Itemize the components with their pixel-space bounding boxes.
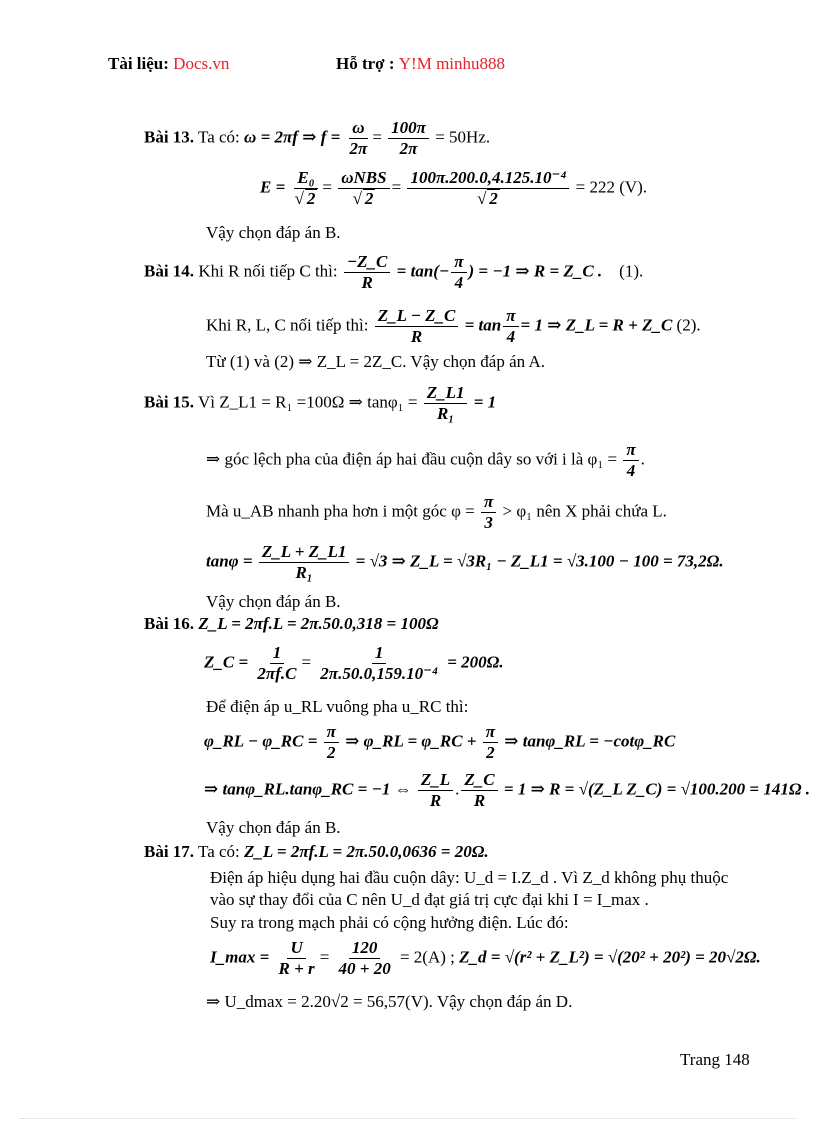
doc-site: Docs.vn [173, 54, 230, 73]
b13-intro: Ta có: [198, 127, 240, 147]
b14-line2 [206, 306, 701, 347]
b14-l1-mid: = tan(− [396, 261, 450, 281]
b17-zd-eq: Z_d = √(r² + Z_L²) = √(20² + 20²) = 20√2Ω. [459, 947, 761, 967]
b17-line3: vào sự thay đổi của C nên U_d đạt giá trị cực đại khi I = I_max . [210, 890, 649, 909]
b16-l5-dot: . [455, 779, 460, 799]
b16-zc-end: = 200Ω. [447, 652, 504, 672]
b13-e-lhs: E = [260, 177, 286, 197]
b15-l1-end: = 1 [473, 392, 497, 412]
b15-l1-frac: $\frac{Z\_L1}{\text{R₁}}$ [424, 383, 468, 424]
b13-frac2: $\frac{100\pi}{2\pi}$ [388, 118, 429, 159]
page-number: Trang 148 [680, 1050, 750, 1069]
b15-l4-frac: $\frac{Z\_L + Z\_L1}{\text{R₁}}$ [259, 542, 350, 583]
b14-l1-pfrac: $\frac{\pi}{4}$ [451, 252, 466, 293]
b14-title: Bài 14. [144, 261, 195, 281]
b14-l2-tag: (2). [676, 315, 701, 335]
b13-efrac2: ωNBS √ 2 [338, 168, 389, 209]
b15-l3-end: > φ₁ nên X phải chứa L. [502, 501, 667, 521]
b16-l4-frac2: $\frac{\pi}{2}$ [483, 722, 498, 763]
b16-l5-frac2: $\frac{Z\_C}{R}$ [461, 770, 497, 811]
b13-line1: Bài 13. Ta có: ω = 2πf ⇒ f = $\frac{\omega}{2\pi}$ = $\frac{100\pi}{2\pi}$ = 50Hz. [144, 118, 491, 158]
b13-omega-eq: ω = 2πf ⇒ f = [244, 127, 341, 147]
b15-l2-frac: $\frac{\pi}{4}$ [623, 440, 638, 481]
b16-line2: Z_C = $\frac{1}{2\pi f.C}$ = $\frac{1}{\text{2π.50.0,159.10⁻⁴}}$ = 200Ω. [204, 643, 504, 683]
b17-l1-intro: Ta có: [198, 842, 240, 861]
b13-line2: E = $\frac{\text{E₀}}{√ 2}$ = ωNBS √ 2 = $\frac{\text{100π.200.0,4.125.10⁻⁴}}{√ 2}$ = 222 (V). [260, 168, 648, 208]
b16-l1-eq: Z_L = 2πf.L = 2π.50.0,318 = 100Ω [198, 614, 439, 633]
header-support [336, 54, 505, 74]
b16-l5-b: = 1 ⇒ R = √(Z_L Z_C) = √100.200 = 141Ω . [503, 779, 811, 799]
support-contact: Y!M minhu888 [398, 54, 506, 73]
b13-frac1: $\frac{\omega}{2\pi}$ [349, 118, 368, 158]
b14-l2-end: = 1 ⇒ Z_L = R + Z_C [520, 315, 673, 335]
b17-line6: ⇒ U_dmax = 2.20√2 = 56,57(V). Vậy chọn đáp án D. [206, 992, 573, 1011]
b16-line4 [204, 722, 675, 763]
b14-l1-end: ) = −1 ⇒ R = Z_C . [468, 261, 603, 281]
b15-line3 [206, 492, 667, 533]
b16-l4-b: ⇒ φ_RL = φ_RC + [345, 731, 477, 751]
b16-zc-lhs: Z_C = [204, 652, 249, 672]
b15-title: Bài 15. [144, 392, 195, 412]
b16-l4-c: ⇒ tanφ_RL = −cotφ_RC [504, 731, 676, 751]
b16-zc-frac1: $\frac{1}{2\pi f.C}$ [257, 643, 297, 683]
b16-l5-a: ⇒ tanφ_RL.tanφ_RC = −1 ⇔ [204, 779, 412, 799]
b17-im-frac2: $\frac{120}{40 + 20}$ [338, 938, 391, 978]
b16-l4-frac1: $\frac{\pi}{2}$ [324, 722, 339, 763]
bottom-divider [20, 1118, 796, 1119]
b17-imax-lhs: I_max = [210, 947, 270, 967]
b15-answer: Vậy chọn đáp án B. [206, 592, 341, 611]
b15-line4 [206, 542, 724, 583]
b16-line3: Để điện áp u_RL vuông pha u_RC thì: [206, 697, 469, 716]
b13-f-result: = 50Hz. [435, 127, 491, 147]
b13-efrac1: $\frac{\text{E₀}}{√ 2}$ [292, 168, 321, 209]
b15-l3-text: Mà u_AB nhanh pha hơn i một góc φ = [206, 501, 475, 521]
b17-line1 [144, 842, 489, 862]
b17-line2: Điện áp hiệu dụng hai đầu cuộn dây: U_d = I.Z_d . Vì Z_d không phụ thuộc [210, 868, 729, 887]
b14-l2-pfrac: $\frac{\pi}{4}$ [503, 306, 518, 347]
b14-line3: Từ (1) và (2) ⇒ Z_L = 2Z_C. Vậy chọn đáp án A. [206, 352, 545, 371]
b14-l2-frac: $\frac{Z\_L - Z\_C}{R}$ [375, 306, 459, 347]
b16-line1 [144, 614, 439, 634]
support-label: Hỗ trợ : [336, 54, 395, 73]
b17-line4: Suy ra trong mạch phải có cộng hưởng điện. Lúc đó: [210, 913, 569, 932]
b15-line1 [144, 383, 496, 424]
b13-answer: Vậy chọn đáp án B. [206, 223, 341, 242]
b15-l4-end: = √3 ⇒ Z_L = √3R₁ − Z_L1 = √3.100 − 100 = 73,2Ω. [355, 551, 724, 571]
b16-answer: Vậy chọn đáp án B. [206, 818, 341, 837]
b15-l4-lhs: tanφ = [206, 551, 253, 571]
b16-l5-frac1: $\frac{Z\_L}{R}$ [418, 770, 453, 811]
b14-l2-text: Khi R, L, C nối tiếp thì: [206, 315, 369, 335]
b14-l1-tag: (1). [619, 261, 644, 281]
b17-line5: I_max = $\frac{U}{R + r}$ = $\frac{120}{40 + 20}$ = 2(A) ; Z_d = √(r² + Z_L²) = √(20² + 20²) = 20√2Ω. [210, 938, 761, 978]
b15-l2-end: . [640, 449, 645, 469]
b13-e-result: = 222 (V). [575, 177, 648, 197]
b15-l2-text: ⇒ góc lệch pha của điện áp hai đầu cuộn dây so với i là φ₁ = [206, 449, 618, 469]
b15-line2 [206, 440, 645, 481]
b13-efrac3: $\frac{\text{100π.200.0,4.125.10⁻⁴}}{√ 2}$ [407, 168, 569, 209]
b14-l2-mid: = tan [464, 315, 502, 335]
b16-l4-a: φ_RL − φ_RC = [204, 731, 318, 751]
b16-zc-frac2: $\frac{1}{\text{2π.50.0,159.10⁻⁴}}$ [320, 643, 438, 683]
b17-l1-eq: Z_L = 2πf.L = 2π.50.0,0636 = 20Ω. [244, 842, 489, 861]
b17-im-end: = 2(A) ; [399, 947, 455, 967]
b14-l1-frac: $\frac{-Z\_C}{R}$ [344, 252, 391, 293]
b16-line5 [204, 770, 810, 811]
b14-line1 [144, 252, 643, 293]
header-doc [108, 54, 229, 74]
b17-im-frac1: $\frac{U}{R + r}$ [278, 938, 315, 978]
b14-l1-text: Khi R nối tiếp C thì: [198, 261, 338, 281]
doc-label: Tài liệu: [108, 54, 169, 73]
b16-title: Bài 16. [144, 614, 195, 633]
b15-l1-text: Vì Z_L1 = R₁ =100Ω ⇒ tanφ₁ = [198, 392, 418, 412]
b13-title: Bài 13. [144, 127, 195, 147]
b15-l3-frac: $\frac{\pi}{3}$ [481, 492, 496, 533]
b17-title: Bài 17. [144, 842, 195, 861]
